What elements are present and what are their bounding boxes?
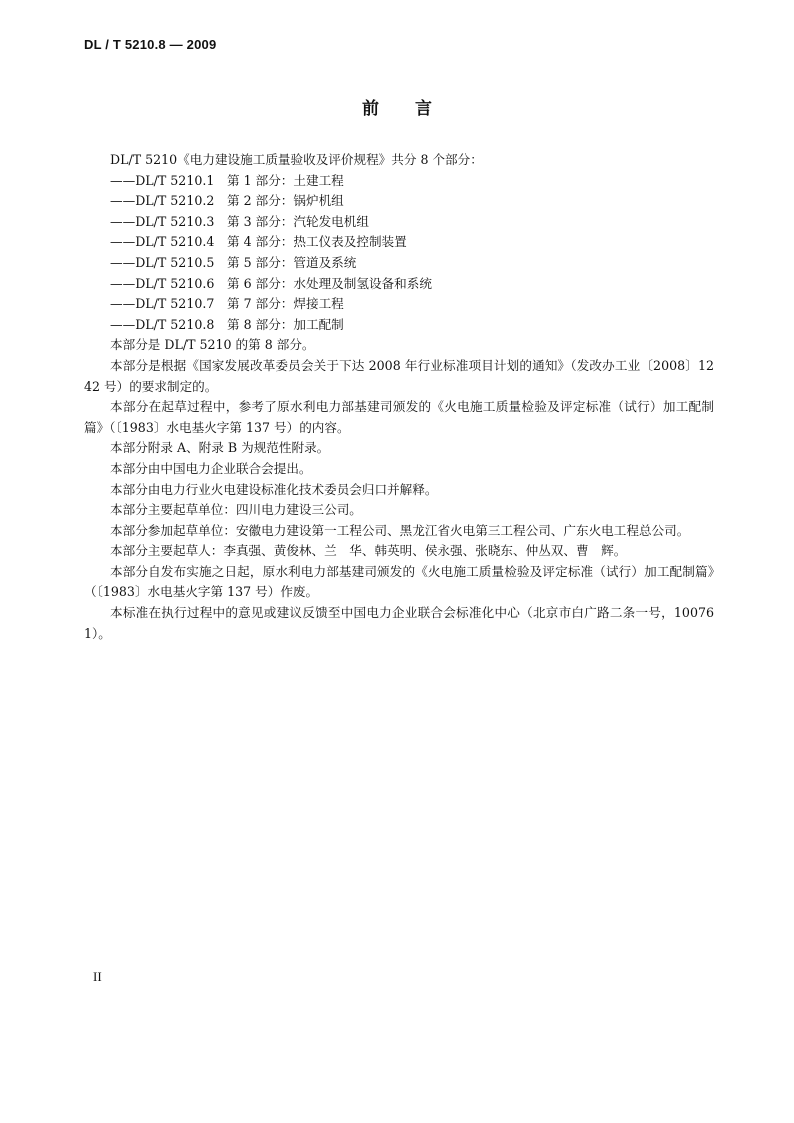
list-item xyxy=(84,171,714,192)
paragraph-abolition: 本部分自发布实施之日起，原水利电力部基建司颁发的《火电施工质量检验及评定标准（试行）加工配制篇》（〔1983〕水电基火字第 137 号）作废。 xyxy=(84,563,714,600)
part-code: ——DL/T 5210.4 xyxy=(110,234,215,250)
paragraph-basis: 本部分是根据《国家发展改革委员会关于下达 2008 年行业标准项目计划的通知》（发改办工业〔2008〕1242 号）的要求制定的。 xyxy=(84,357,714,394)
part-description: 第 7 部分：焊接工程 xyxy=(227,296,344,312)
list-item xyxy=(84,294,714,315)
page-title: 前言 xyxy=(362,99,468,119)
paragraph-part-number: 本部分是 DL/T 5210 的第 8 部分。 xyxy=(110,337,315,353)
list-item xyxy=(84,191,714,212)
paragraph-participating-drafters: 本部分参加起草单位：安徽电力建设第一工程公司、黑龙江省火电第三工程公司、广东火电工程总公司。 xyxy=(110,522,690,538)
list-item xyxy=(84,315,714,336)
part-code: ——DL/T 5210.3 xyxy=(110,213,215,229)
paragraph-feedback: 本标准在执行过程中的意见或建议反馈至中国电力企业联合会标准化中心（北京市白广路二条一号，100761）。 xyxy=(84,605,714,641)
list-item xyxy=(84,253,714,274)
part-code: ——DL/T 5210.8 xyxy=(110,316,215,332)
part-description: 第 6 部分：水处理及制氢设备和系统 xyxy=(227,275,432,291)
part-description: 第 2 部分：锅炉机组 xyxy=(227,193,344,209)
part-code: ——DL/T 5210.2 xyxy=(110,193,215,209)
page-number: II xyxy=(93,969,102,984)
part-description: 第 4 部分：热工仪表及控制装置 xyxy=(227,234,407,250)
part-code: ——DL/T 5210.7 xyxy=(110,296,215,312)
part-code: ——DL/T 5210.6 xyxy=(110,275,215,291)
foreword-body xyxy=(84,150,714,644)
part-description: 第 8 部分：加工配制 xyxy=(227,316,344,332)
part-code: ——DL/T 5210.1 xyxy=(110,172,215,188)
standard-code-header: DL / T 5210.8 — 2009 xyxy=(84,37,217,52)
intro-paragraph: DL/T 5210《电力建设施工质量验收及评价规程》共分 8 个部分： xyxy=(110,152,483,167)
paragraph-drafters: 本部分主要起草人：李真强、黄俊林、兰 华、韩英明、侯永强、张晓东、仲丛双、曹 辉。 xyxy=(110,543,627,559)
list-item xyxy=(84,212,714,233)
paragraph-reference: 本部分在起草过程中，参考了原水利电力部基建司颁发的《火电施工质量检验及评定标准（试行）加工配制篇》（〔1983〕水电基火字第 137 号）的内容。 xyxy=(84,399,714,435)
part-code: ——DL/T 5210.5 xyxy=(110,254,215,270)
part-description: 第 1 部分：土建工程 xyxy=(227,172,344,188)
list-item xyxy=(84,274,714,295)
part-description: 第 3 部分：汽轮发电机组 xyxy=(227,213,369,229)
paragraph-proposer: 本部分由中国电力企业联合会提出。 xyxy=(110,460,312,476)
paragraph-main-drafter: 本部分主要起草单位：四川电力建设三公司。 xyxy=(110,502,362,518)
part-description: 第 5 部分：管道及系统 xyxy=(227,254,357,270)
paragraph-annexes: 本部分附录 A、附录 B 为规范性附录。 xyxy=(110,440,330,456)
list-item xyxy=(84,232,714,253)
paragraph-responsible-committee: 本部分由电力行业火电建设标准化技术委员会归口并解释。 xyxy=(110,481,438,497)
